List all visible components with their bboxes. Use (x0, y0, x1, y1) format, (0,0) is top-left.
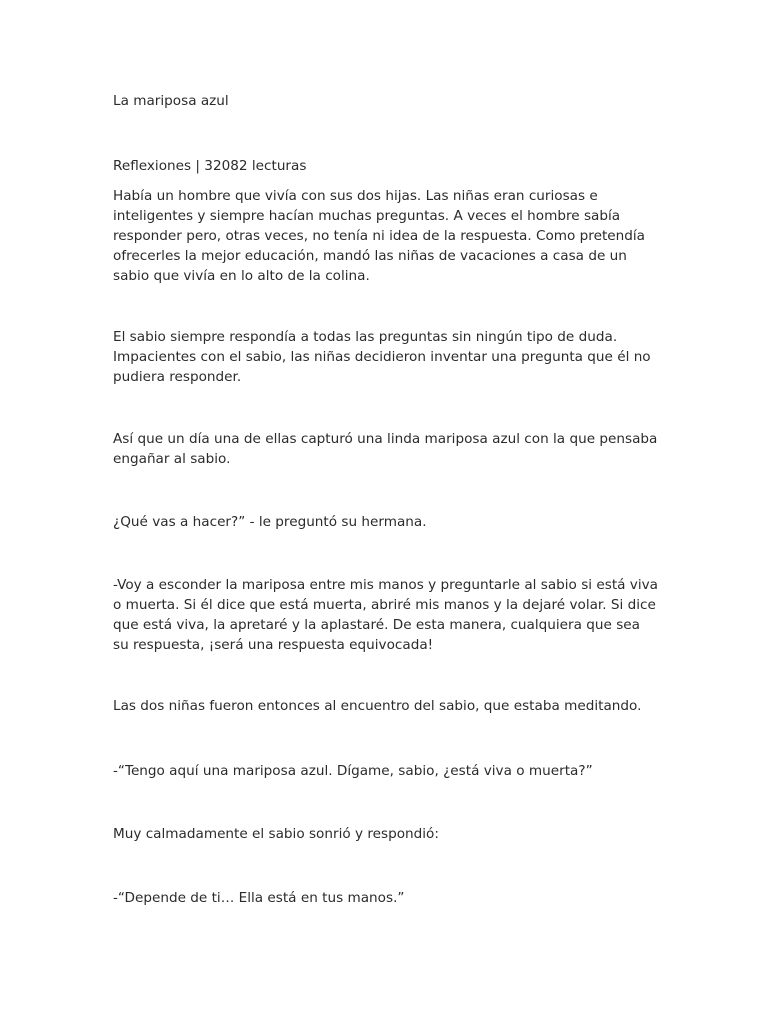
paragraph: -“Depende de ti… Ella está en tus manos.” (113, 890, 405, 906)
document-meta: Reflexiones | 32082 lecturas (113, 158, 307, 174)
paragraph: Muy calmadamente el sabio sonrió y respondió: (113, 826, 439, 842)
paragraph: Así que un día una de ellas capturó una linda mariposa azul con la que pensaba engañar al sabio. (113, 431, 658, 467)
paragraph: Había un hombre que vivía con sus dos hijas. Las niñas eran curiosas e inteligentes y siempre hacían muchas preguntas. A veces el hombre sabía responder pero, otras veces, no tenía ni idea de la respuesta. Como pretendía ofrecerles la mejor educación, mandó las niñas de vacaciones a casa de un sabio que vivía en lo alto de la colina. (113, 188, 645, 284)
paragraph: -Voy a esconder la mariposa entre mis manos y preguntarle al sabio si está viva o muerta. Si él dice que está muerta, abriré mis manos y la dejaré volar. Si dice que está viva, la apretaré y la aplastaré. De esta manera, cualquiera que sea su respuesta, ¡será una respuesta equivocada! (113, 577, 659, 653)
document-title: La mariposa azul (113, 93, 229, 109)
paragraph: -“Tengo aquí una mariposa azul. Dígame, sabio, ¿está viva o muerta?” (113, 763, 593, 779)
paragraph: Las dos niñas fueron entonces al encuentro del sabio, que estaba meditando. (113, 698, 642, 714)
paragraph: El sabio siempre respondía a todas las preguntas sin ningún tipo de duda. Impacientes con el sabio, las niñas decidieron inventar una pregunta que él no pudiera responder. (113, 329, 651, 385)
paragraph: ¿Qué vas a hacer?” - le preguntó su hermana. (113, 514, 427, 530)
